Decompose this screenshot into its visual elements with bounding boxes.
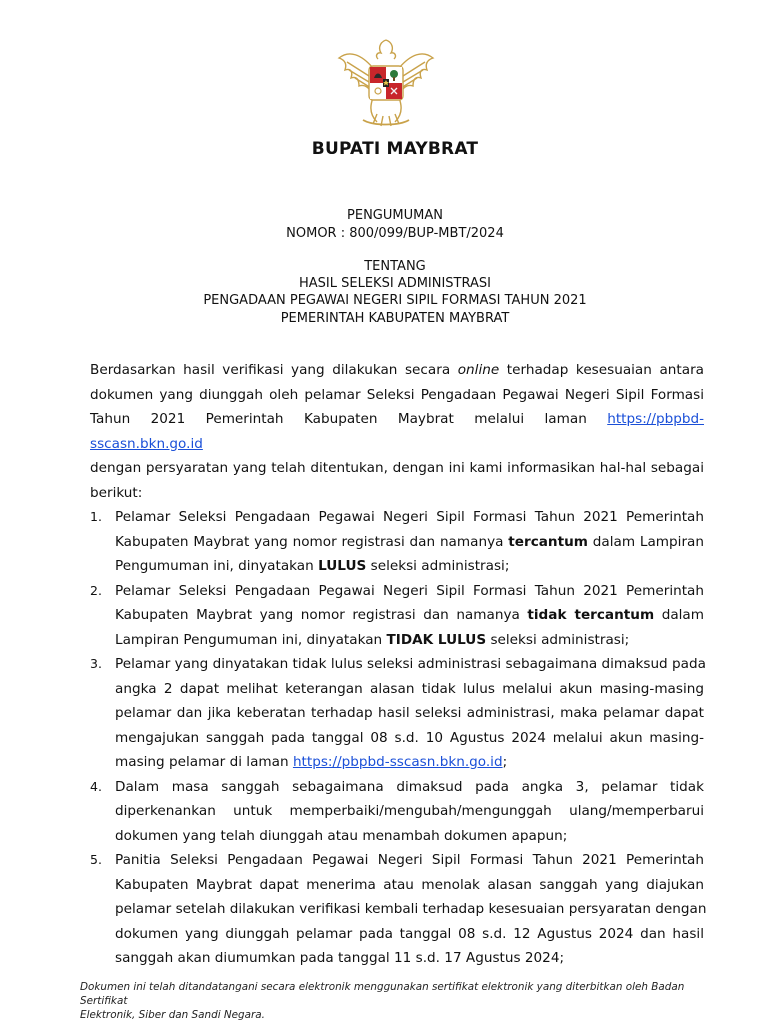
item-text: dalam Lampiran <box>592 533 704 550</box>
item-text: sanggah akan diumumkan pada tanggal 11 s.d. 17 Agustus 2024; <box>115 950 565 966</box>
footer-line-1: Dokumen ini telah ditandatangani secara elektronik menggunakan sertifikat elektronik yang diterbitkan oleh Badan Sertifikat <box>80 981 685 1007</box>
announcement-heading: PENGUMUMAN <box>347 208 443 223</box>
intro-text: Tahun 2021 Pemerintah Kabupaten Maybrat melalui laman <box>90 411 587 427</box>
item-text: Panitia Seleksi Pengadaan Pegawai Negeri Sipil Formasi Tahun 2021 Pemerintah <box>115 852 704 868</box>
item-text: pelamar setelah dilakukan verifikasi kembali terhadap kesesuaian persyaratan dengan <box>115 901 707 917</box>
item-number: 2. <box>90 582 102 598</box>
item-bold-text: LULUS <box>318 558 367 574</box>
item-text: Kabupaten Maybrat yang nomor registrasi dan namanya <box>115 533 504 550</box>
list-item <box>90 848 707 971</box>
garuda-pancasila-emblem-icon <box>333 36 439 132</box>
electronic-signature-note <box>80 980 720 1022</box>
item-text: Lampiran Pengumuman ini, dinyatakan <box>115 631 383 648</box>
item-bold-text: tercantum <box>508 533 588 550</box>
item-text: seleksi administrasi; <box>370 558 510 574</box>
item-number: 1. <box>90 509 102 524</box>
item-text: angka 2 dapat melihat keterangan alasan tidak lulus melalui akun masing-masing <box>115 680 704 697</box>
about-heading: TENTANG <box>364 259 426 274</box>
item-text: seleksi administrasi; <box>490 631 630 648</box>
item-text: diperkenankan untuk memperbaiki/mengubah/mengunggah ulang/memperbarui <box>115 803 704 819</box>
intro-text: berikut: <box>90 484 143 501</box>
item-bold-text: TIDAK LULUS <box>386 631 487 648</box>
intro-text: dengan persyaratan yang telah ditentukan, dengan ini kami informasikan hal-hal sebagai <box>90 460 704 476</box>
subject-line-3: PEMERINTAH KABUPATEN MAYBRAT <box>280 311 510 326</box>
intro-text: Berdasarkan hasil verifikasi yang dilakukan secara <box>90 362 451 378</box>
subject-line-2: PENGADAAN PEGAWAI NEGERI SIPIL FORMASI TAHUN 2021 <box>203 293 587 308</box>
item-number: 3. <box>90 656 102 671</box>
list-item <box>90 579 704 653</box>
item-text: ; <box>502 754 508 770</box>
item-text: Pelamar Seleksi Pengadaan Pegawai Negeri Sipil Formasi Tahun 2021 Pemerintah <box>115 582 704 599</box>
document-title: BUPATI MAYBRAT <box>311 139 479 159</box>
item-bold-text: tidak tercantum <box>527 607 655 623</box>
document-body <box>90 358 707 971</box>
subject-line-1: HASIL SELEKSI ADMINISTRASI <box>299 276 491 291</box>
footer-line-2: Elektronik, Siber dan Sandi Negara. <box>80 1009 265 1021</box>
item-text: Dalam masa sanggah sebagaimana dimaksud pada angka 3, pelamar tidak <box>115 778 704 795</box>
item-number: 5. <box>90 852 102 867</box>
item-text: Pelamar yang dinyatakan tidak lulus seleksi administrasi sebagaimana dimaksud pada <box>115 656 706 672</box>
item-text: dokumen yang diunggah pelamar pada tanggal 08 s.d. 12 Agustus 2024 dan hasil <box>115 925 704 942</box>
intro-text: terhadap kesesuaian antara <box>506 362 704 378</box>
item-text: Pengumuman ini, dinyatakan <box>115 558 314 574</box>
item-text: Kabupaten Maybrat dapat menerima atau menolak alasan sanggah yang diajukan <box>115 876 704 893</box>
item-number: 4. <box>90 778 102 794</box>
item-text: dalam <box>661 607 704 623</box>
item-text: Kabupaten Maybrat yang nomor registrasi dan namanya <box>115 607 520 623</box>
sscasn-link[interactable]: https://pbpbd-sscasn.bkn.go.id <box>90 411 704 452</box>
item-text: masing pelamar di laman <box>115 754 289 770</box>
item-text: dokumen yang telah diunggah atau menambah dokumen apapun; <box>115 827 568 844</box>
announcement-list <box>90 505 707 971</box>
sscasn-link[interactable]: https://pbpbd-sscasn.bkn.go.id <box>292 754 503 770</box>
announcement-number: NOMOR : 800/099/BUP-MBT/2024 <box>286 226 504 241</box>
list-item <box>90 505 704 579</box>
intro-italic-online: online <box>457 362 500 378</box>
item-text: Pelamar Seleksi Pengadaan Pegawai Negeri Sipil Formasi Tahun 2021 Pemerintah <box>115 509 704 525</box>
item-text: mengajukan sanggah pada tanggal 08 s.d. 10 Agustus 2024 melalui akun masing- <box>115 729 704 746</box>
item-text: pelamar dan jika keberatan terhadap hasil seleksi administrasi, maka pelamar dapat <box>115 705 704 721</box>
list-item <box>90 652 704 775</box>
intro-paragraph <box>90 358 704 505</box>
list-item <box>90 775 704 849</box>
intro-text: dokumen yang diunggah oleh pelamar Seleksi Pengadaan Pegawai Negeri Sipil Formasi <box>90 386 704 403</box>
